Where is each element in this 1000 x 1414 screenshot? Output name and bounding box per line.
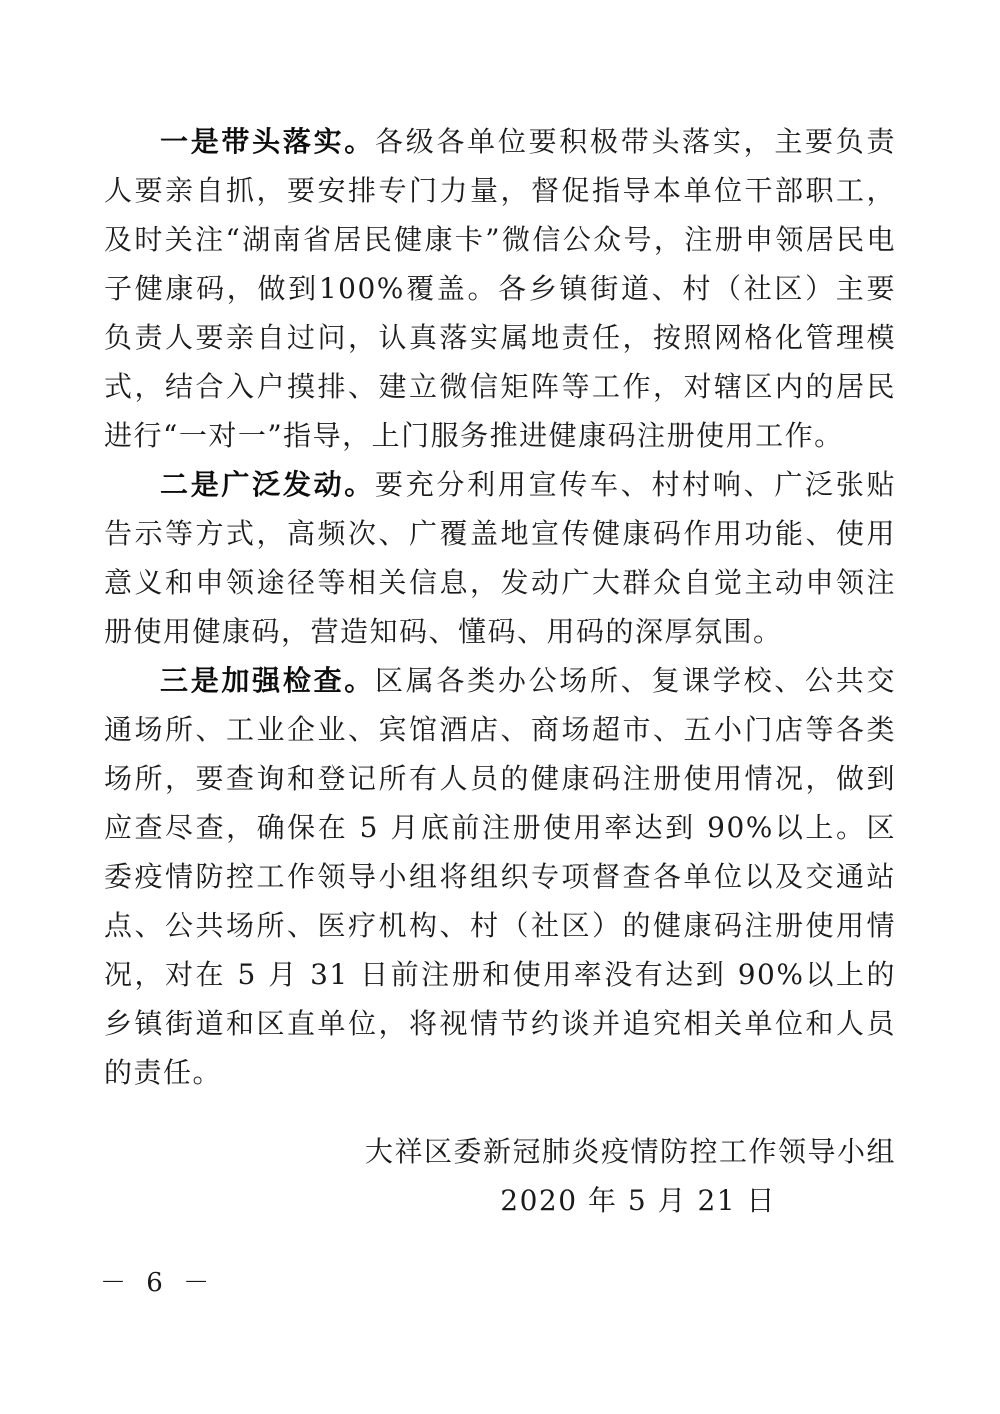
paragraph-broad-mobilization [104,460,896,656]
paragraph-text: 要充分利用宣传车、村村响、广泛张贴告示等方式，高频次、广覆盖地宣传健康码作用功能、使用意义和申领途径等相关信息，发动广大群众自觉主动申领注册使用健康码，营造知码、懂码、用码的深厚氛围。 [104,468,896,648]
signature-organization: 大祥区委新冠肺炎疫情防控工作领导小组 [364,1135,896,1168]
paragraph-heading: 三是加强检查。 [160,664,376,697]
paragraph-text: 区属各类办公场所、复课学校、公共交通场所、工业企业、宾馆酒店、商场超市、五小门店等各类场所，要查询和登记所有人员的健康码注册使用情况，做到应查尽查，确保在 5 月底前注册使用率达到 90%以上。区委疫情防控工作领导小组将组织专项督查各单位以及交通站点、公共场所、医疗机构、村（社区）的健康码注册使用情况，对在 5 月 31 日前注册和使用率没有达到 90%以上的乡镇街道和区直单位，将视情节约谈并追究相关单位和人员的责任。 [104,664,896,1089]
paragraph-heading: 二是广泛发动。 [160,468,376,501]
document-body [104,117,896,1097]
paragraph-heading: 一是带头落实。 [160,125,376,158]
paragraph-strengthen-inspection [104,656,896,1097]
signature-block [365,1127,896,1225]
paragraph-text: 各级各单位要积极带头落实，主要负责人要亲自抓，要安排专门力量，督促指导本单位干部职工，及时关注“湖南省居民健康卡”微信公众号，注册申领居民电子健康码，做到100%覆盖。各乡镇街道、村（社区）主要负责人要亲自过问，认真落实属地责任，按照网格化管理模式，结合入户摸排、建立微信矩阵等工作，对辖区内的居民进行“一对一”指导，上门服务推进健康码注册使用工作。 [104,125,896,452]
paragraph-lead-by-example [104,117,896,460]
signature-date: 2020 年 5 月 21 日 [500,1184,776,1217]
page-number: － 6 － [100,1268,216,1298]
